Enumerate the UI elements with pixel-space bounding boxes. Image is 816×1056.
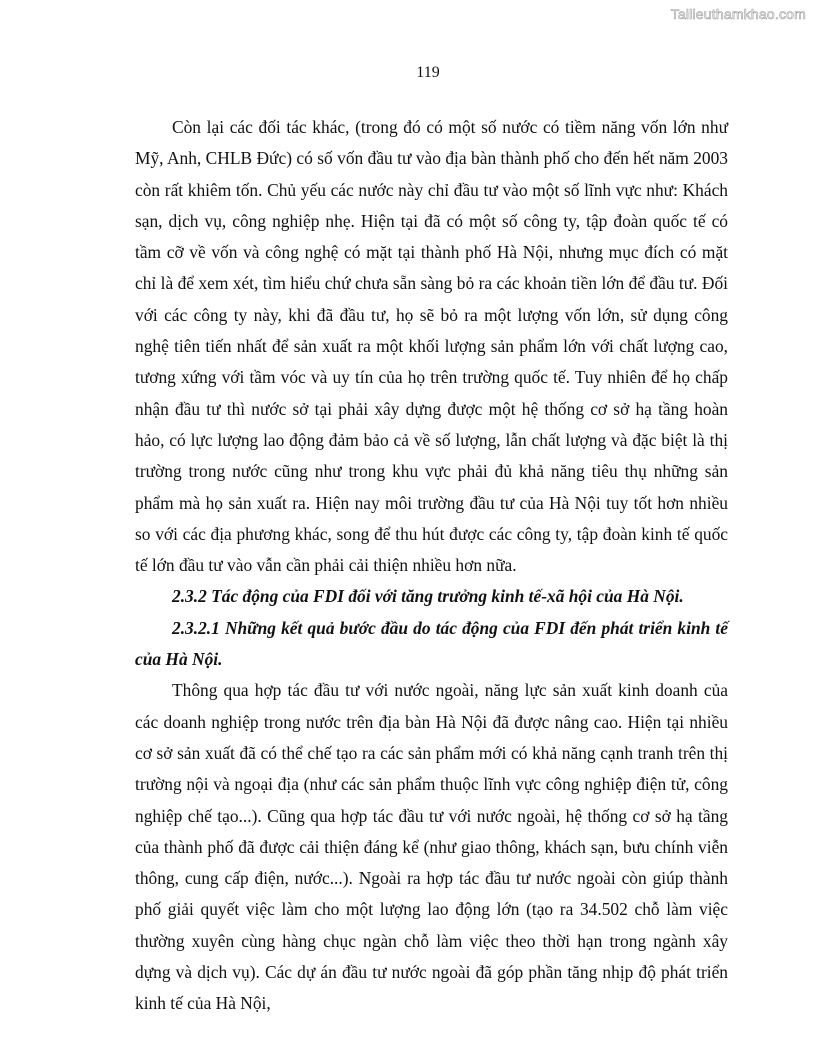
paragraph-other-partners: Còn lại các đối tác khác, (trong đó có một số nước có tiềm năng vốn lớn như Mỹ, Anh, CHLB Đức) có số vốn đầu tư vào địa bàn thành phố cho đến hết năm 2003 còn rất khiêm tốn. Chủ yếu các nước này chỉ đầu tư vào một số lĩnh vực như: Khách sạn, dịch vụ, công nghiệp nhẹ. Hiện tại đã có một số công ty, tập đoàn quốc tế có tầm cỡ về vốn và công nghệ có mặt tại thành phố Hà Nội, nhưng mục đích có mặt chỉ là để xem xét, tìm hiểu chứ chưa sẵn sàng bỏ ra các khoản tiền lớn để đầu tư. Đối với các công ty này, khi đã đầu tư, họ sẽ bỏ ra một lượng vốn lớn, sử dụng công nghệ tiên tiến nhất để sản xuất ra một khối lượng sản phẩm lớn với chất lượng cao, tương xứng với tầm vóc và uy tín của họ trên trường quốc tế. Tuy nhiên để họ chấp nhận đầu tư thì nước sở tại phải xây dựng được một hệ thống cơ sở hạ tầng hoàn hảo, có lực lượng lao động đảm bảo cả về số lượng, lẫn chất lượng và đặc biệt là thị trường trong nước cũng như trong khu vực phải đủ khả năng tiêu thụ những sản phẩm mà họ sản xuất ra. Hiện nay môi trường đầu tư của Hà Nội tuy tốt hơn nhiều so với các địa phương khác, song để thu hút được các công ty, tập đoàn kinh tế quốc tế lớn đầu tư vào vẫn cần phải cải thiện nhiều hơn nữa. (135, 117, 728, 576)
page-number: 119 (416, 64, 440, 81)
section-heading-2-3-2: 2.3.2 Tác động của FDI đối với tăng trưởng kinh tế-xã hội của Hà Nội. (172, 586, 684, 607)
page-body (135, 112, 728, 1020)
section-heading-2-3-2-1: 2.3.2.1 Những kết quả bước đầu do tác động của FDI đến phát triển kinh tế của Hà Nội. (135, 617, 728, 670)
watermark: Tailieuthamkhao.com (670, 6, 806, 22)
paragraph-cooperation-results: Thông qua hợp tác đầu tư với nước ngoài, năng lực sản xuất kinh doanh của các doanh nghiệp trong nước trên địa bàn Hà Nội đã được nâng cao. Hiện tại nhiều cơ sở sản xuất đã có thể chế tạo ra các sản phẩm mới có khả năng cạnh tranh trên thị trường nội và ngoại địa (như các sản phẩm thuộc lĩnh vực công nghiệp điện tử, công nghiệp chế tạo...). Cũng qua hợp tác đầu tư với nước ngoài, hệ thống cơ sở hạ tầng của thành phố đã được cải thiện đáng kể (như giao thông, khách sạn, bưu chính viễn thông, cung cấp điện, nước...). Ngoài ra hợp tác đầu tư nước ngoài còn giúp thành phố giải quyết việc làm cho một lượng lao động lớn (tạo ra 34.502 chỗ làm việc thường xuyên cùng hàng chục ngàn chỗ làm việc theo thời hạn trong ngành xây dựng và dịch vụ). Các dự án đầu tư nước ngoài đã góp phần tăng nhịp độ phát triển kinh tế của Hà Nội, (135, 680, 728, 1014)
